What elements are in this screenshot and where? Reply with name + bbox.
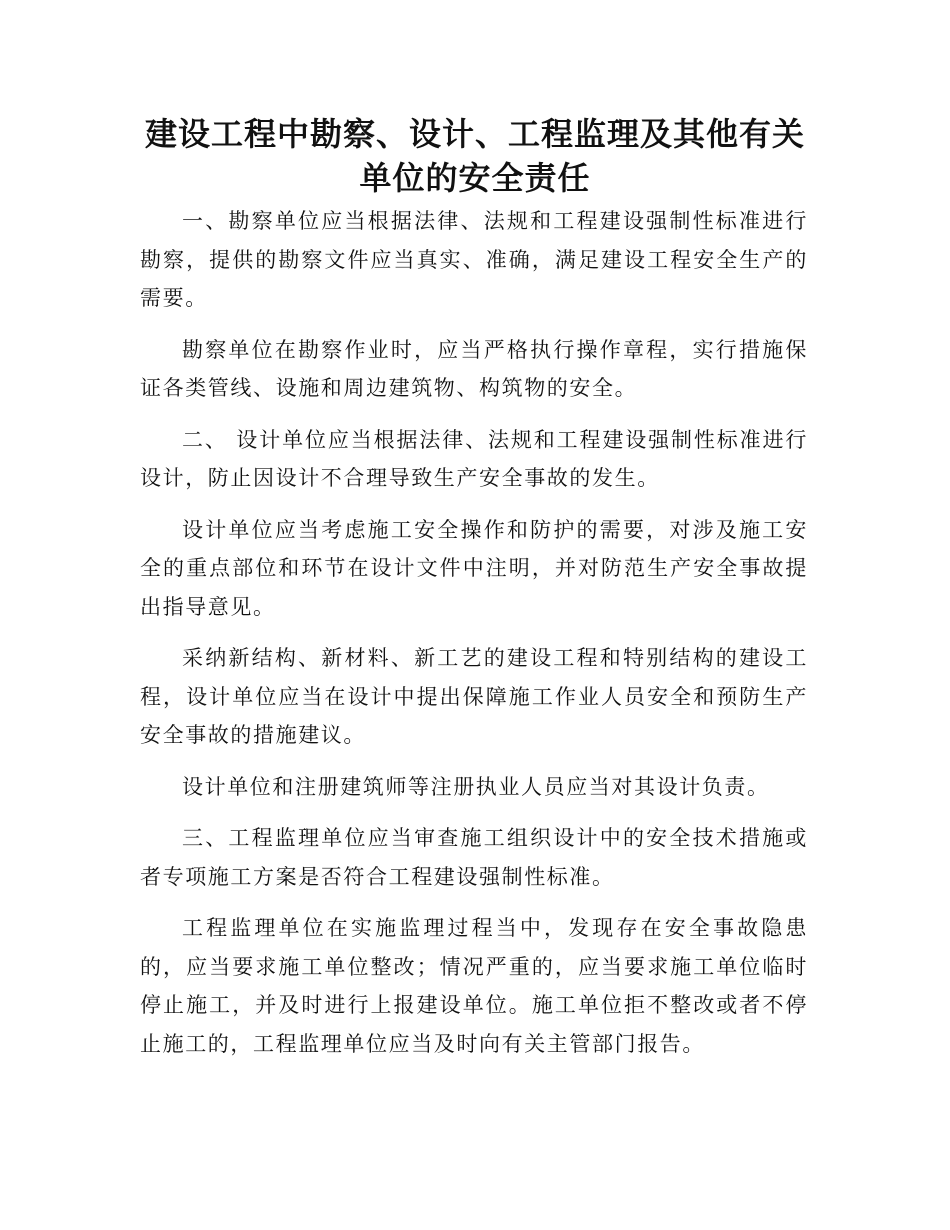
paragraph-architect-responsibility: 设计单位和注册建筑师等注册执业人员应当对其设计负责。	[182, 774, 770, 799]
paragraph-supervision-review: 三、工程监理单位应当审查施工组织设计中的安全技术措施或者专项施工方案是否符合工程建设强制性标准。	[140, 826, 808, 889]
document-title: 建设工程中勘察、设计、工程监理及其他有关单位的安全责任	[144, 115, 805, 197]
paragraph-new-structures: 采纳新结构、新材料、新工艺的建设工程和特别结构的建设工程，设计单位应当在设计中提出保障施工作业人员安全和预防生产安全事故的措施建议。	[140, 646, 808, 747]
paragraph-survey-operation: 勘察单位在勘察作业时，应当严格执行操作章程，实行措施保证各类管线、设施和周边建筑物、构筑物的安全。	[140, 337, 808, 400]
paragraph-survey-duty: 一、勘察单位应当根据法律、法规和工程建设强制性标准进行勘察，提供的勘察文件应当真实、准确，满足建设工程安全生产的需要。	[140, 209, 808, 310]
document-body	[140, 202, 808, 1076]
paragraph-supervision-hazard: 工程监理单位在实施监理过程当中，发现存在安全事故隐患的，应当要求施工单位整改；情况严重的，应当要求施工单位临时停止施工，并及时进行上报建设单位。施工单位拒不整改或者不停止施工的，工程监理单位应当及时向有关主管部门报告。	[140, 916, 808, 1056]
paragraph-design-duty: 二、 设计单位应当根据法律、法规和工程建设强制性标准进行设计，防止因设计不合理导致生产安全事故的发生。	[140, 427, 808, 490]
paragraph-design-safety: 设计单位应当考虑施工安全操作和防护的需要，对涉及施工安全的重点部位和环节在设计文件中注明，并对防范生产安全事故提出指导意见。	[140, 517, 808, 619]
